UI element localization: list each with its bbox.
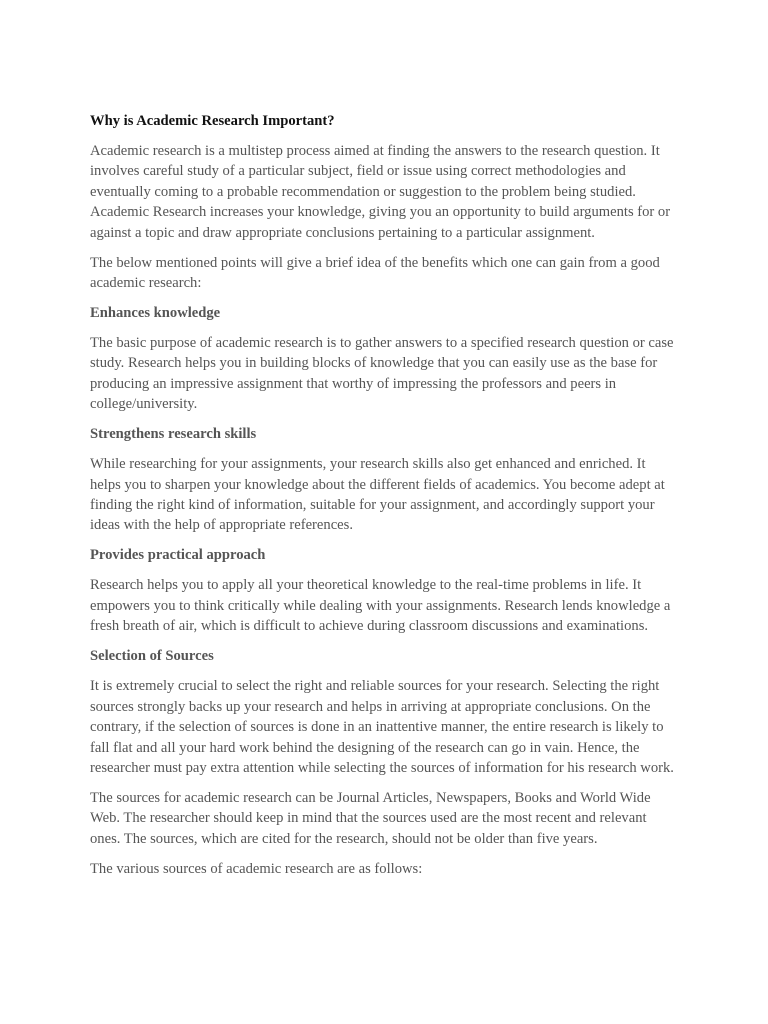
- intro-paragraph: Academic research is a multistep process aimed at finding the answers to the research question. It involves careful study of a particular subject, field or issue using correct methodologies and eventually coming to a probable recommendation or suggestion to the problem being studied. Academic Research increases your knowledge, giving you an opportunity to build arguments for or against a topic and draw appropriate conclusions pertaining to a particular assignment.: [90, 143, 671, 241]
- body-paragraph: It is extremely crucial to select the right and reliable sources for your research. Selecting the right sources strongly backs up your research and helps in arriving at appropriate conclusions. On the contrary, if the selection of sources is done in an inattentive manner, the entire research is likely to fall flat and all your hard work behind the designing of the research can go in vain. Hence, the researcher must pay extra attention while selecting the sources of information for his research work.: [90, 678, 674, 776]
- section-heading-enhances-knowledge: Enhances knowledge: [90, 305, 221, 322]
- document-body: [90, 111, 680, 889]
- body-paragraph: The basic purpose of academic research is to gather answers to a specified research question or case study. Research helps you in building blocks of knowledge that you can easily use as the base for producing an impressive assignment that worthy of impressing the professors and peers in college/university.: [90, 335, 674, 413]
- document-title: Why is Academic Research Important?: [90, 113, 335, 129]
- section-heading-strengthens-research-skills: Strengthens research skills: [90, 426, 257, 443]
- section-heading-selection-of-sources: Selection of Sources: [90, 648, 214, 665]
- section-heading-provides-practical-approach: Provides practical approach: [90, 547, 266, 564]
- intro-paragraph: The below mentioned points will give a brief idea of the benefits which one can gain from a good academic research:: [90, 254, 660, 292]
- body-paragraph: The various sources of academic research are as follows:: [90, 860, 423, 877]
- body-paragraph: While researching for your assignments, your research skills also get enhanced and enriched. It helps you to sharpen your knowledge about the different fields of academics. You become adept at finding the right kind of information, suitable for your assignment, and accordingly support your ideas with the help of appropriate references.: [90, 456, 665, 534]
- body-paragraph: The sources for academic research can be Journal Articles, Newspapers, Books and World Wide Web. The researcher should keep in mind that the sources used are the most recent and relevant ones. The sources, which are cited for the research, should not be older than five years.: [90, 789, 651, 847]
- body-paragraph: Research helps you to apply all your theoretical knowledge to the real-time problems in life. It empowers you to think critically while dealing with your assignments. Research lends knowledge a fresh breath of air, which is difficult to achieve during classroom discussions and examinations.: [90, 577, 671, 635]
